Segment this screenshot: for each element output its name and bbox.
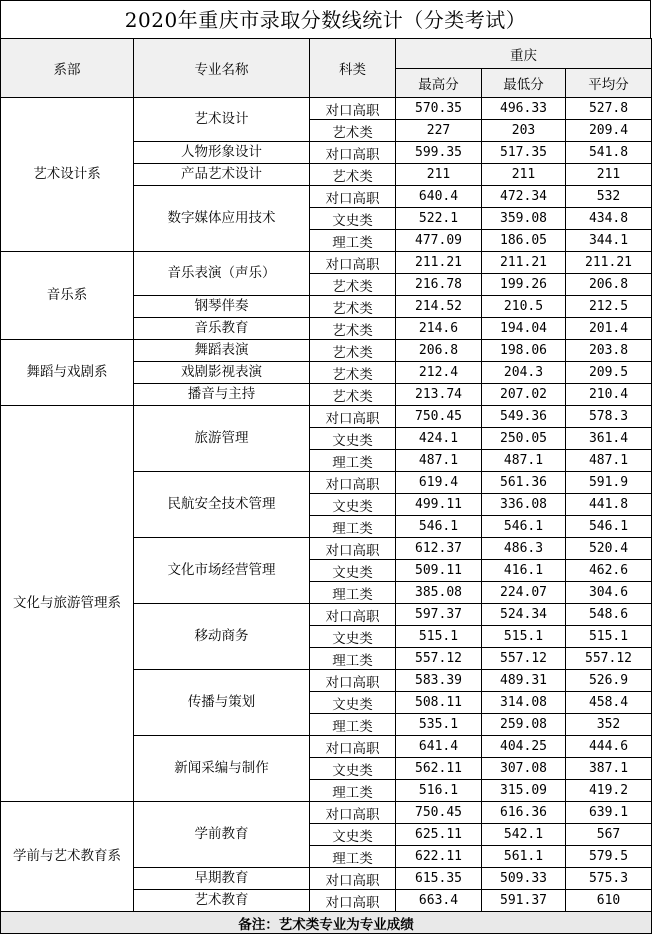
avg-score-cell: 304.6 [566,582,652,604]
avg-score-cell: 210.4 [566,384,652,406]
header-max: 最高分 [396,69,482,98]
max-score-cell: 546.1 [396,516,482,538]
max-score-cell: 515.1 [396,626,482,648]
max-score-cell: 622.11 [396,846,482,868]
avg-score-cell: 575.3 [566,868,652,890]
category-cell: 对口高职 [310,670,396,692]
avg-score-cell: 212.5 [566,296,652,318]
max-score-cell: 214.6 [396,318,482,340]
min-score-cell: 250.05 [482,428,566,450]
category-cell: 文史类 [310,560,396,582]
category-cell: 对口高职 [310,604,396,626]
avg-score-cell: 211 [566,164,652,186]
department-cell: 学前与艺术教育系 [1,802,134,912]
header-region: 重庆 [396,39,652,69]
avg-score-cell: 458.4 [566,692,652,714]
min-score-cell: 489.31 [482,670,566,692]
category-cell: 艺术类 [310,318,396,340]
max-score-cell: 214.52 [396,296,482,318]
max-score-cell: 535.1 [396,714,482,736]
department-cell: 文化与旅游管理系 [1,406,134,802]
max-score-cell: 211 [396,164,482,186]
max-score-cell: 750.45 [396,802,482,824]
category-cell: 对口高职 [310,252,396,274]
category-cell: 理工类 [310,230,396,252]
category-cell: 文史类 [310,692,396,714]
min-score-cell: 487.1 [482,450,566,472]
category-cell: 文史类 [310,428,396,450]
avg-score-cell: 541.8 [566,142,652,164]
category-cell: 文史类 [310,208,396,230]
category-cell: 文史类 [310,626,396,648]
min-score-cell: 307.08 [482,758,566,780]
min-score-cell: 198.06 [482,340,566,362]
min-score-cell: 224.07 [482,582,566,604]
major-cell: 钢琴伴奏 [134,296,310,318]
avg-score-cell: 591.9 [566,472,652,494]
max-score-cell: 557.12 [396,648,482,670]
header-category: 科类 [310,39,396,98]
avg-score-cell: 352 [566,714,652,736]
major-cell: 人物形象设计 [134,142,310,164]
min-score-cell: 517.35 [482,142,566,164]
major-cell: 民航安全技术管理 [134,472,310,538]
min-score-cell: 203 [482,120,566,142]
min-score-cell: 404.25 [482,736,566,758]
min-score-cell: 186.05 [482,230,566,252]
max-score-cell: 570.35 [396,98,482,120]
min-score-cell: 549.36 [482,406,566,428]
major-cell: 文化市场经营管理 [134,538,310,604]
min-score-cell: 561.1 [482,846,566,868]
max-score-cell: 211.21 [396,252,482,274]
major-cell: 播音与主持 [134,384,310,406]
min-score-cell: 524.34 [482,604,566,626]
min-score-cell: 194.04 [482,318,566,340]
avg-score-cell: 526.9 [566,670,652,692]
major-cell: 早期教育 [134,868,310,890]
table-row [1,98,652,120]
avg-score-cell: 527.8 [566,98,652,120]
category-cell: 理工类 [310,582,396,604]
avg-score-cell: 209.4 [566,120,652,142]
min-score-cell: 207.02 [482,384,566,406]
max-score-cell: 424.1 [396,428,482,450]
avg-score-cell: 579.5 [566,846,652,868]
max-score-cell: 750.45 [396,406,482,428]
avg-score-cell: 361.4 [566,428,652,450]
major-cell: 传播与策划 [134,670,310,736]
avg-score-cell: 344.1 [566,230,652,252]
max-score-cell: 499.11 [396,494,482,516]
category-cell: 理工类 [310,846,396,868]
category-cell: 对口高职 [310,142,396,164]
avg-score-cell: 203.8 [566,340,652,362]
avg-score-cell: 578.3 [566,406,652,428]
avg-score-cell: 419.2 [566,780,652,802]
min-score-cell: 591.37 [482,890,566,912]
category-cell: 对口高职 [310,472,396,494]
min-score-cell: 515.1 [482,626,566,648]
avg-score-cell: 610 [566,890,652,912]
max-score-cell: 625.11 [396,824,482,846]
avg-score-cell: 209.5 [566,362,652,384]
category-cell: 艺术类 [310,164,396,186]
category-cell: 对口高职 [310,98,396,120]
max-score-cell: 663.4 [396,890,482,912]
max-score-cell: 597.37 [396,604,482,626]
category-cell: 文史类 [310,824,396,846]
max-score-cell: 509.11 [396,560,482,582]
avg-score-cell: 444.6 [566,736,652,758]
major-cell: 舞蹈表演 [134,340,310,362]
min-score-cell: 315.09 [482,780,566,802]
category-cell: 艺术类 [310,120,396,142]
min-score-cell: 509.33 [482,868,566,890]
score-table [0,38,652,934]
avg-score-cell: 201.4 [566,318,652,340]
max-score-cell: 583.39 [396,670,482,692]
category-cell: 理工类 [310,714,396,736]
min-score-cell: 211 [482,164,566,186]
max-score-cell: 612.37 [396,538,482,560]
max-score-cell: 213.74 [396,384,482,406]
min-score-cell: 210.5 [482,296,566,318]
avg-score-cell: 211.21 [566,252,652,274]
category-cell: 艺术类 [310,362,396,384]
min-score-cell: 211.21 [482,252,566,274]
min-score-cell: 359.08 [482,208,566,230]
avg-score-cell: 206.8 [566,274,652,296]
department-cell: 舞蹈与戏剧系 [1,340,134,406]
category-cell: 艺术类 [310,384,396,406]
header-major: 专业名称 [134,39,310,98]
min-score-cell: 546.1 [482,516,566,538]
major-cell: 新闻采编与制作 [134,736,310,802]
category-cell: 理工类 [310,516,396,538]
min-score-cell: 259.08 [482,714,566,736]
max-score-cell: 615.35 [396,868,482,890]
min-score-cell: 557.12 [482,648,566,670]
category-cell: 对口高职 [310,890,396,912]
category-cell: 文史类 [310,494,396,516]
min-score-cell: 416.1 [482,560,566,582]
category-cell: 对口高职 [310,736,396,758]
max-score-cell: 522.1 [396,208,482,230]
avg-score-cell: 548.6 [566,604,652,626]
avg-score-cell: 487.1 [566,450,652,472]
max-score-cell: 619.4 [396,472,482,494]
max-score-cell: 477.09 [396,230,482,252]
max-score-cell: 227 [396,120,482,142]
category-cell: 对口高职 [310,802,396,824]
avg-score-cell: 557.12 [566,648,652,670]
max-score-cell: 641.4 [396,736,482,758]
max-score-cell: 516.1 [396,780,482,802]
max-score-cell: 206.8 [396,340,482,362]
header-department: 系部 [1,39,134,98]
table-row [1,252,652,274]
table-row [1,802,652,824]
max-score-cell: 599.35 [396,142,482,164]
avg-score-cell: 546.1 [566,516,652,538]
min-score-cell: 542.1 [482,824,566,846]
max-score-cell: 385.08 [396,582,482,604]
major-cell: 移动商务 [134,604,310,670]
category-cell: 文史类 [310,758,396,780]
min-score-cell: 561.36 [482,472,566,494]
category-cell: 对口高职 [310,406,396,428]
table-body [1,98,652,912]
category-cell: 对口高职 [310,186,396,208]
avg-score-cell: 567 [566,824,652,846]
major-cell: 音乐教育 [134,318,310,340]
max-score-cell: 216.78 [396,274,482,296]
min-score-cell: 472.34 [482,186,566,208]
category-cell: 对口高职 [310,538,396,560]
avg-score-cell: 532 [566,186,652,208]
footnote: 备注：艺术类专业为专业成绩 [1,912,652,934]
avg-score-cell: 515.1 [566,626,652,648]
avg-score-cell: 520.4 [566,538,652,560]
min-score-cell: 314.08 [482,692,566,714]
major-cell: 艺术设计 [134,98,310,142]
major-cell: 艺术教育 [134,890,310,912]
department-cell: 艺术设计系 [1,98,134,252]
category-cell: 对口高职 [310,868,396,890]
header-avg: 平均分 [566,69,652,98]
major-cell: 学前教育 [134,802,310,868]
avg-score-cell: 462.6 [566,560,652,582]
major-cell: 旅游管理 [134,406,310,472]
table-row [1,406,652,428]
major-cell: 数字媒体应用技术 [134,186,310,252]
max-score-cell: 487.1 [396,450,482,472]
avg-score-cell: 387.1 [566,758,652,780]
max-score-cell: 562.11 [396,758,482,780]
category-cell: 理工类 [310,450,396,472]
min-score-cell: 199.26 [482,274,566,296]
header-min: 最低分 [482,69,566,98]
department-cell: 音乐系 [1,252,134,340]
category-cell: 艺术类 [310,340,396,362]
min-score-cell: 496.33 [482,98,566,120]
max-score-cell: 640.4 [396,186,482,208]
min-score-cell: 204.3 [482,362,566,384]
avg-score-cell: 434.8 [566,208,652,230]
category-cell: 理工类 [310,780,396,802]
max-score-cell: 212.4 [396,362,482,384]
category-cell: 艺术类 [310,296,396,318]
category-cell: 艺术类 [310,274,396,296]
min-score-cell: 486.3 [482,538,566,560]
major-cell: 戏剧影视表演 [134,362,310,384]
major-cell: 音乐表演（声乐） [134,252,310,296]
min-score-cell: 336.08 [482,494,566,516]
avg-score-cell: 639.1 [566,802,652,824]
avg-score-cell: 441.8 [566,494,652,516]
min-score-cell: 616.36 [482,802,566,824]
major-cell: 产品艺术设计 [134,164,310,186]
category-cell: 理工类 [310,648,396,670]
page-title: 2020年重庆市录取分数线统计（分类考试） [0,0,651,38]
table-row [1,340,652,362]
max-score-cell: 508.11 [396,692,482,714]
